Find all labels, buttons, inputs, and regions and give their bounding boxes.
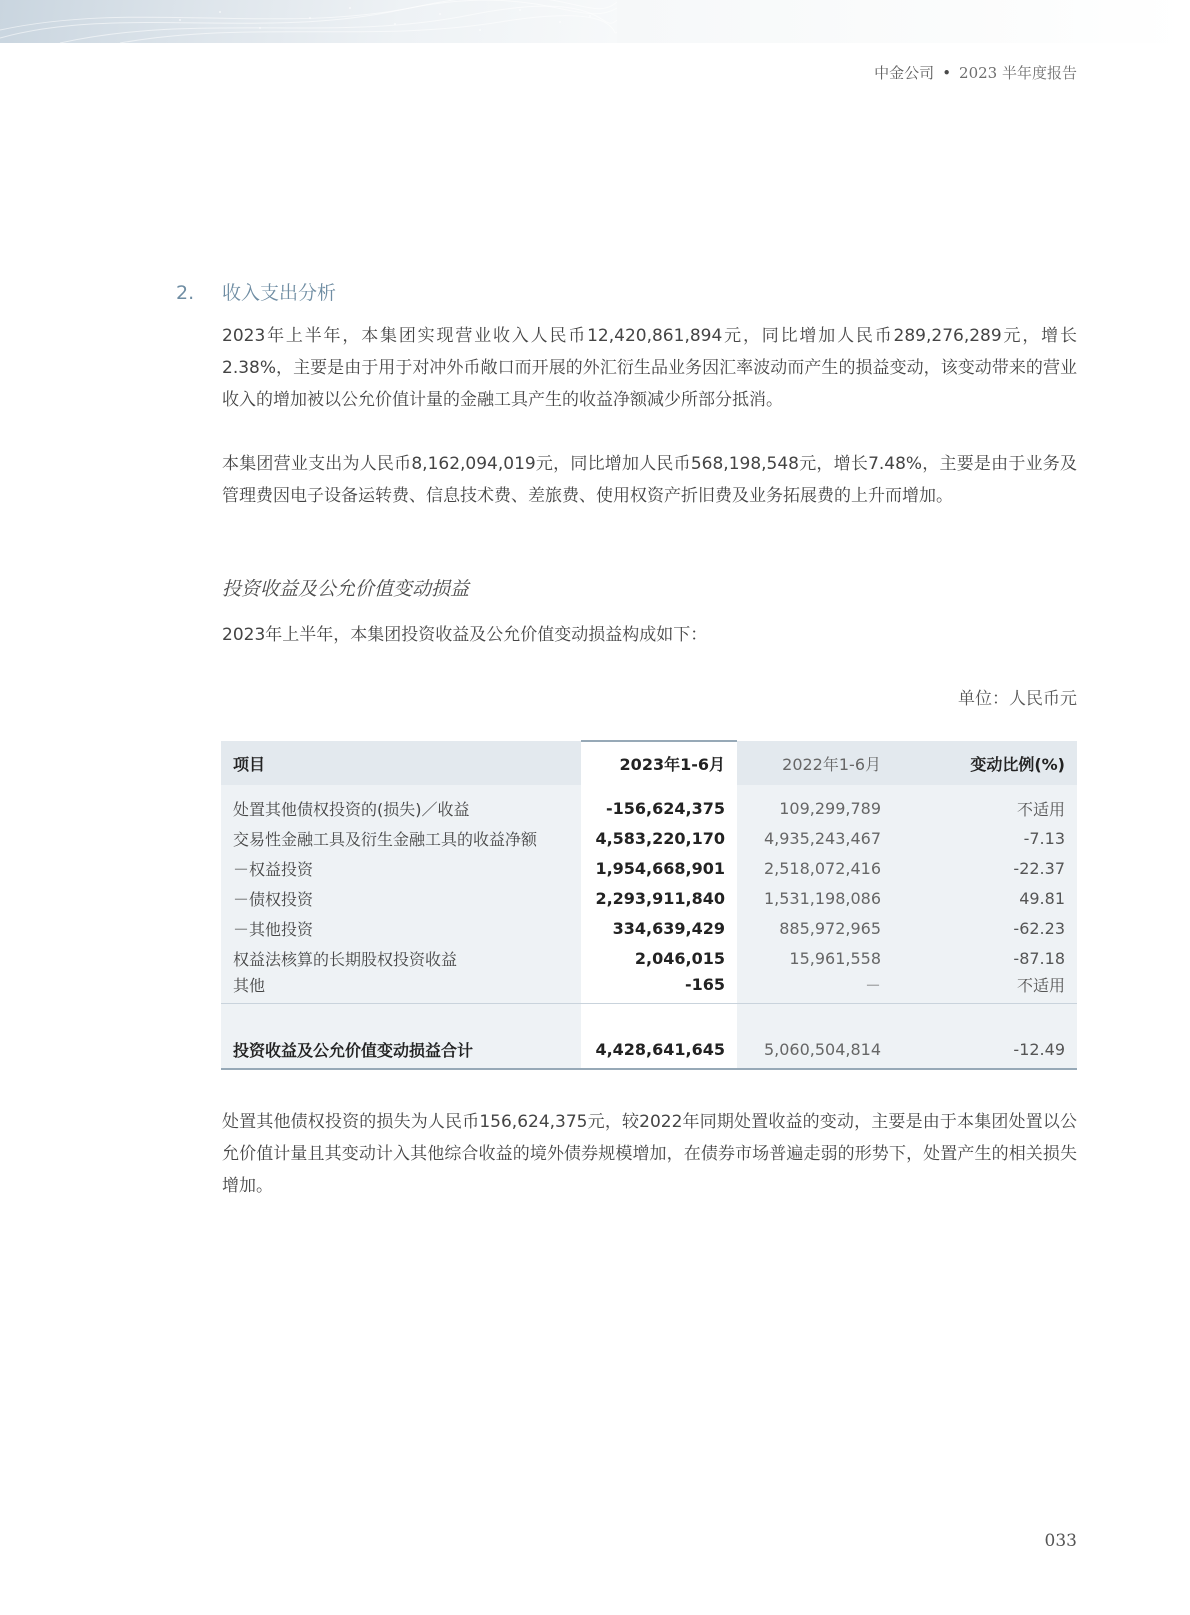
row-2023: 334,639,429 bbox=[581, 913, 737, 943]
row-2022: 15,961,558 bbox=[737, 943, 893, 973]
row-label: 交易性金融工具及衍生金融工具的收益净额 bbox=[221, 823, 581, 853]
table-spacer-row bbox=[221, 1003, 1077, 1032]
subsection-title: 投资收益及公允价值变动损益 bbox=[222, 578, 470, 600]
section-heading bbox=[176, 278, 336, 305]
header-banner-fade bbox=[617, 0, 1190, 43]
row-change: -7.13 bbox=[893, 823, 1077, 853]
total-2022: 5,060,504,814 bbox=[737, 1032, 893, 1069]
row-2022: 885,972,965 bbox=[737, 913, 893, 943]
unit-label: 单位：人民币元 bbox=[958, 689, 1077, 709]
row-2023: 2,046,015 bbox=[581, 943, 737, 973]
spacer-cell bbox=[737, 1003, 893, 1032]
investment-income-table bbox=[221, 740, 1077, 1070]
table-row bbox=[221, 823, 1077, 853]
table-row bbox=[221, 883, 1077, 913]
table-row bbox=[221, 785, 1077, 823]
total-change: -12.49 bbox=[893, 1032, 1077, 1069]
table-row bbox=[221, 913, 1077, 943]
row-label: 其他 bbox=[221, 973, 581, 1003]
page-number: 033 bbox=[1044, 1531, 1077, 1551]
row-2022: 2,518,072,416 bbox=[737, 853, 893, 883]
paragraph-disposal-loss: 处置其他债权投资的损失为人民币156,624,375元，较2022年同期处置收益的变动，主要是由于本集团处置以公允价值计量且其变动计入其他综合收益的境外债券规模增加，在债券市场普遍走弱的形势下，处置产生的相关损失增加。 bbox=[222, 1112, 1077, 1196]
paragraph-revenue: 2023年上半年，本集团实现营业收入人民币12,420,861,894元，同比增加人民币289,276,289元，增长2.38%，主要是由于用于对冲外币敞口而开展的外汇衍生品业务因汇率波动而产生的损益变动，该变动带来的营业收入的增加被以公允价值计量的金融工具产生的收益净额减少所部分抵消。 bbox=[222, 326, 1077, 410]
header-report-title: 2023 半年度报告 bbox=[959, 64, 1077, 82]
header-change: 变动比例(%) bbox=[893, 741, 1077, 785]
table-total-row bbox=[221, 1032, 1077, 1069]
paragraph-expenses: 本集团营业支出为人民币8,162,094,019元，同比增加人民币568,198,548元，增长7.48%，主要是由于业务及管理费因电子设备运转费、信息技术费、差旅费、使用权资产折旧费及业务拓展费的上升而增加。 bbox=[222, 454, 1077, 506]
row-2023: 4,583,220,170 bbox=[581, 823, 737, 853]
row-2022: 4,935,243,467 bbox=[737, 823, 893, 853]
row-2022: 1,531,198,086 bbox=[737, 883, 893, 913]
header-2022: 2022年1-6月 bbox=[737, 741, 893, 785]
row-label: －其他投资 bbox=[221, 913, 581, 943]
header-company: 中金公司 bbox=[874, 64, 935, 82]
spacer-cell bbox=[581, 1003, 737, 1032]
banner-wave-graphic bbox=[0, 0, 617, 43]
row-2023: 1,954,668,901 bbox=[581, 853, 737, 883]
row-2022: － bbox=[737, 973, 893, 1003]
header-separator: • bbox=[942, 64, 952, 82]
total-2023: 4,428,641,645 bbox=[581, 1032, 737, 1069]
row-2023: -165 bbox=[581, 973, 737, 1003]
header-banner-decoration bbox=[0, 0, 617, 43]
row-label: 权益法核算的长期股权投资收益 bbox=[221, 943, 581, 973]
row-change: -87.18 bbox=[893, 943, 1077, 973]
row-change: -62.23 bbox=[893, 913, 1077, 943]
table-row bbox=[221, 853, 1077, 883]
spacer-cell bbox=[221, 1003, 581, 1032]
section-number: 2. bbox=[176, 282, 195, 304]
spacer-cell bbox=[893, 1003, 1077, 1032]
row-2022: 109,299,789 bbox=[737, 785, 893, 823]
table-row bbox=[221, 943, 1077, 973]
row-change: -22.37 bbox=[893, 853, 1077, 883]
row-label: －债权投资 bbox=[221, 883, 581, 913]
header-2023: 2023年1-6月 bbox=[581, 741, 737, 785]
row-change: 49.81 bbox=[893, 883, 1077, 913]
header-item: 项目 bbox=[221, 741, 581, 785]
row-2023: -156,624,375 bbox=[581, 785, 737, 823]
table-row bbox=[221, 973, 1077, 1003]
row-change: 不适用 bbox=[893, 973, 1077, 1003]
subsection-intro: 2023年上半年，本集团投资收益及公允价值变动损益构成如下： bbox=[222, 625, 708, 645]
row-label: 处置其他债权投资的(损失)／收益 bbox=[221, 785, 581, 823]
row-change: 不适用 bbox=[893, 785, 1077, 823]
row-label: －权益投资 bbox=[221, 853, 581, 883]
total-label: 投资收益及公允价值变动损益合计 bbox=[221, 1032, 581, 1069]
section-title: 收入支出分析 bbox=[222, 282, 337, 304]
row-2023: 2,293,911,840 bbox=[581, 883, 737, 913]
running-header bbox=[874, 62, 1077, 83]
table-header-row bbox=[221, 741, 1077, 785]
